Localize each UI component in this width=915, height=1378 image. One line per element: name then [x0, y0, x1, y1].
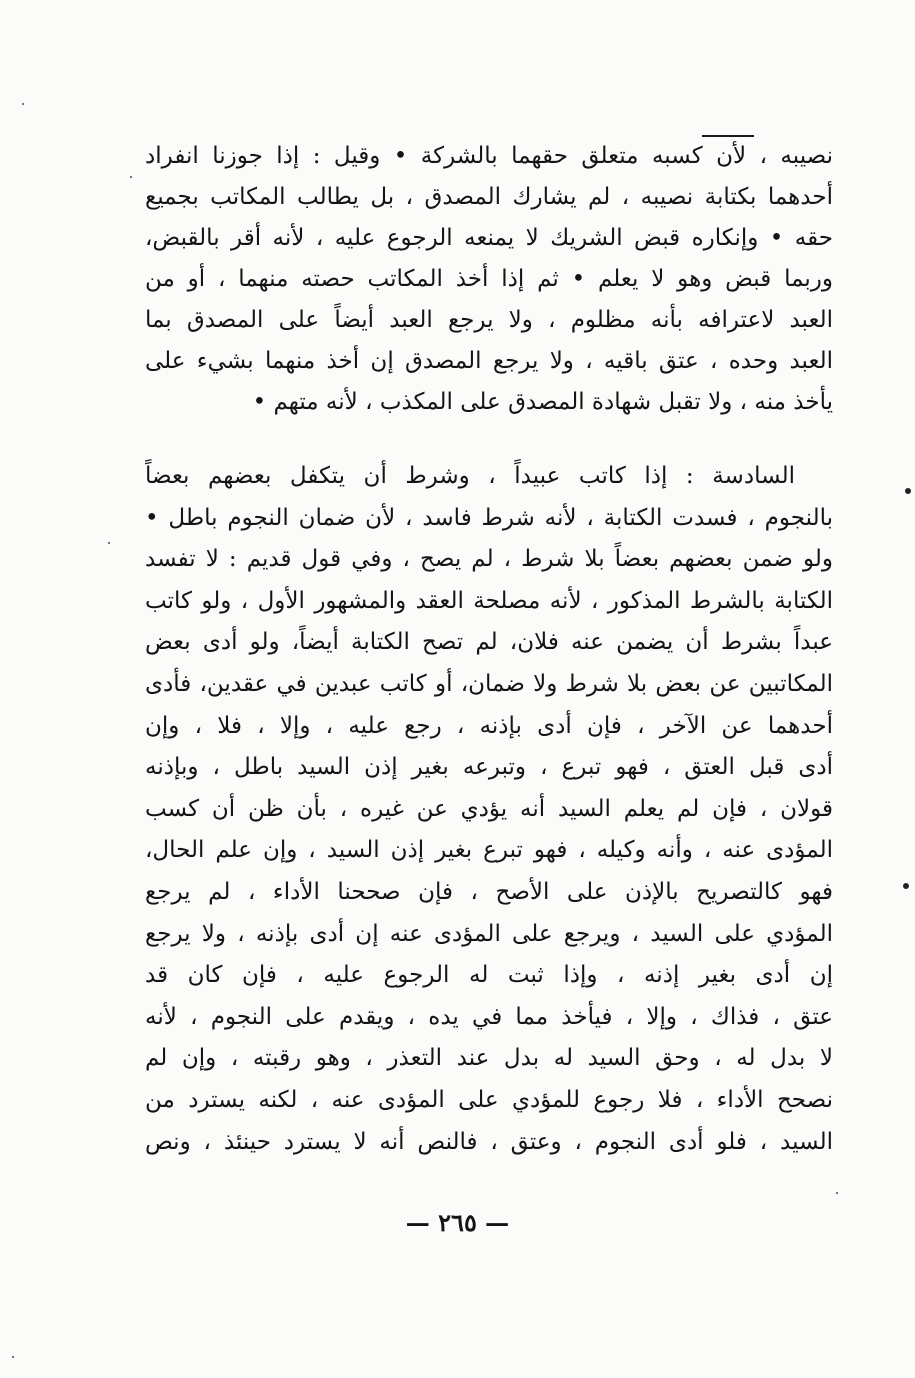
text-line: أحدهما بكتابة نصيبه ، لم يشارك المصدق ، بل يطالب المكاتب بجميع [145, 184, 833, 210]
text-line: نصحح الأداء ، فلا رجوع للمؤدي على المؤدى عنه ، لكنه يسترد من [145, 1086, 833, 1113]
text-line: عبداً بشرط أن يضمن عنه فلان، لم تصح الكتابة أيضاً، ولو أدى بعض [145, 629, 833, 656]
margin-dot [905, 488, 911, 494]
text-line: بالنجوم ، فسدت الكتابة ، لأنه شرط فاسد ، لأن ضمان النجوم باطل • [145, 504, 833, 531]
scan-speck [130, 176, 132, 178]
scan-speck [836, 1192, 838, 1194]
text-line: السادسة : إذا كاتب عبيداً ، وشرط أن يتكفل بعضهم بعضاً [145, 463, 795, 489]
text-line: حقه • وإنكاره قبض الشريك لا يمنعه الرجوع عليه ، لأنه أقر بالقبض، [145, 225, 833, 251]
text-line: العبد وحده ، عتق باقيه ، ولا يرجع المصدق إن أخذ منهما بشيء على [145, 348, 833, 374]
text-line: الكتابة بالشرط المذكور ، لأنه مصلحة العقد والمشهور الأول ، ولو كاتب [145, 587, 833, 614]
page-number: — ٢٦٥ — [405, 1208, 510, 1237]
text-line: قولان ، فإن لم يعلم السيد أنه يؤدي عن غيره ، بأن ظن أن كسب [145, 795, 833, 822]
text-line: أدى قبل العتق ، فهو تبرع ، وتبرعه بغير إذن السيد باطل ، وبإذنه [145, 754, 833, 781]
text-line: نصيبه ، لأن كسبه متعلق حقهما بالشركة • وقيل : إذا جوزنا انفراد [145, 143, 833, 169]
text-line: فهو كالتصريح بالإذن على الأصح ، فإن صححنا الأداء ، لم يرجع [145, 878, 833, 905]
scan-speck [12, 1356, 14, 1358]
text-line: المؤدي على السيد ، ويرجع على المؤدى عنه إن أدى بإذنه ، ولا يرجع [145, 920, 833, 947]
text-line: لا بدل له ، وحق السيد له بدل عند التعذر ، وهو رقبته ، وإن لم [145, 1045, 833, 1072]
text-line: المؤدى عنه ، وأنه وكيله ، فهو تبرع بغير إذن السيد ، وإن علم الحال، [145, 837, 833, 864]
scan-speck [22, 103, 24, 105]
scan-speck [108, 542, 110, 544]
text-line: العبد لاعترافه بأنه مظلوم ، ولا يرجع العبد أيضاً على المصدق بما [145, 307, 833, 333]
text-line: يأخذ منه ، ولا تقبل شهادة المصدق على المكذب ، لأنه متهم • [252, 389, 833, 415]
text-line: وربما قبض وهو لا يعلم • ثم إذا أخذ المكاتب حصته منهما ، أو من [145, 266, 833, 292]
text-line: ولو ضمن بعضهم بعضاً بلا شرط ، لم يصح ، وفي قول قديم : لا تفسد [145, 546, 833, 573]
paragraph-1 [145, 136, 833, 423]
text-line: السيد ، فلو أدى النجوم ، وعتق ، فالنص أنه لا يسترد حينئذ ، ونص [145, 1128, 833, 1155]
text-line: أحدهما عن الآخر ، فإن أدى بإذنه ، رجع عليه ، وإلا ، فلا ، وإن [145, 712, 833, 739]
text-line: عتق ، فذاك ، وإلا ، فيأخذ مما في يده ، ويقدم على النجوم ، لأنه [145, 1003, 833, 1030]
paragraph-2 [145, 456, 833, 1163]
text-line: المكاتبين عن بعض بلا شرط ولا ضمان، أو كاتب عبدين في عقدين، فأدى [145, 670, 833, 697]
text-line: إن أدى بغير إذنه ، وإذا ثبت له الرجوع عليه ، فإن كان قد [145, 962, 833, 989]
margin-dot [903, 883, 909, 889]
